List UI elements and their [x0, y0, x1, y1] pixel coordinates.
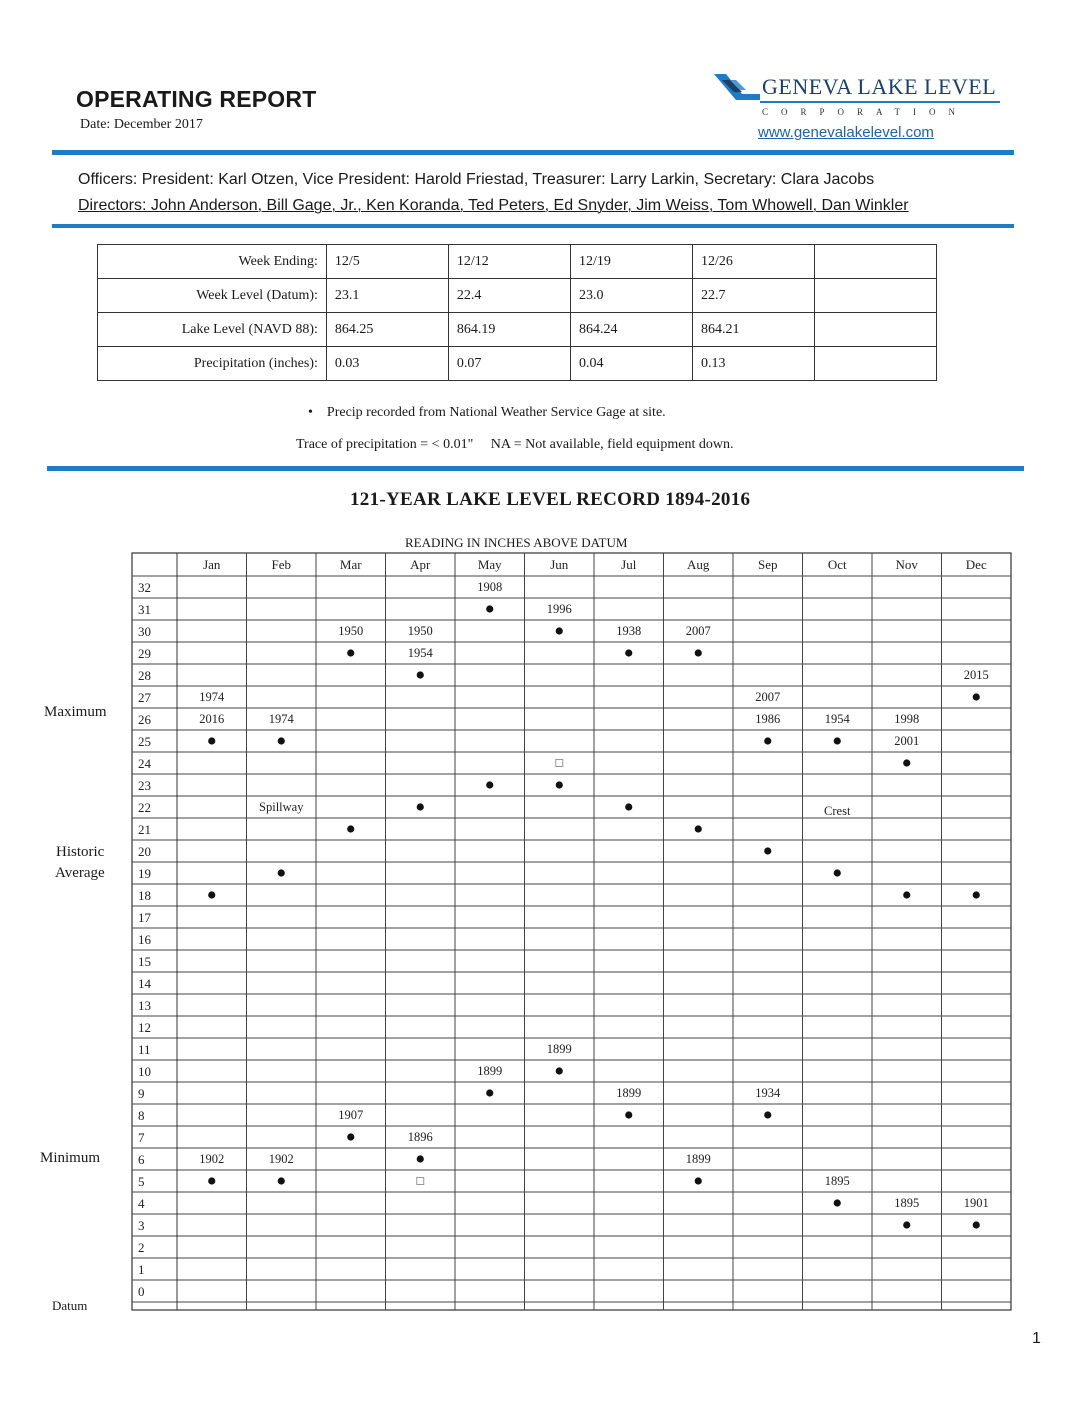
historic-average-point: [973, 891, 980, 898]
y-tick-label: 6: [138, 1152, 145, 1167]
minimum-point: [973, 1221, 980, 1228]
cell-value: 0.03: [326, 347, 448, 381]
y-tick-label: 19: [138, 866, 151, 881]
year-label: 1998: [894, 712, 920, 726]
minimum-point: [486, 1089, 493, 1096]
historic-average-point: [208, 891, 215, 898]
cell-value: 12/5: [326, 245, 448, 279]
historic-average-point: [695, 825, 702, 832]
minimum-point: [764, 1111, 771, 1118]
year-label: 1974: [268, 712, 294, 726]
row-label: Week Level (Datum):: [98, 279, 327, 313]
y-tick-label: 24: [138, 756, 151, 771]
cell-value: 0.07: [448, 347, 570, 381]
cell-value: 23.0: [570, 279, 692, 313]
cell-value: 23.1: [326, 279, 448, 313]
y-tick-label: 26: [138, 712, 151, 727]
cell-value: 864.24: [570, 313, 692, 347]
officers-line: Officers: President: Karl Otzen, Vice President: Harold Friestad, Treasurer: Larry Larkin, Secretary: Clara Jacobs: [78, 171, 875, 188]
report-date: Date: December 2017: [80, 117, 203, 132]
y-tick-label: 7: [138, 1130, 145, 1145]
historic-average-point: [625, 803, 632, 810]
year-label: 2001: [894, 734, 920, 748]
open-marker: [417, 1178, 424, 1185]
cell-value: 864.21: [692, 313, 814, 347]
y-tick-label: 20: [138, 844, 151, 859]
y-tick-label: 21: [138, 822, 151, 837]
y-tick-label: 30: [138, 624, 151, 639]
chart-frame: [132, 553, 1011, 1310]
record-title: 121-YEAR LAKE LEVEL RECORD 1894-2016: [350, 489, 751, 510]
month-header: Mar: [339, 557, 362, 572]
y-tick-label: 2: [138, 1240, 145, 1255]
maximum-point: [486, 605, 493, 612]
year-label: 1954: [407, 646, 433, 660]
spillway-label: Spillway: [259, 800, 304, 814]
year-label: 1986: [755, 712, 781, 726]
month-header: Jul: [621, 557, 637, 572]
month-header: Sep: [758, 557, 778, 572]
maximum-point: [903, 759, 910, 766]
y-tick-label: 23: [138, 778, 151, 793]
year-label: 1899: [546, 1042, 572, 1056]
page-title: OPERATING REPORT: [76, 86, 317, 112]
year-label: 2015: [963, 668, 989, 682]
year-label: 1907: [338, 1108, 364, 1122]
year-label: 1901: [963, 1196, 989, 1210]
maximum-point: [278, 737, 285, 744]
minimum-point: [834, 1199, 841, 1206]
year-label: 1895: [894, 1196, 920, 1210]
historic-average-point: [834, 869, 841, 876]
crest-label: Crest: [824, 804, 851, 818]
minimum-point: [695, 1177, 702, 1184]
cell-value: 864.19: [448, 313, 570, 347]
record-subtitle: READING IN INCHES ABOVE DATUM: [405, 535, 628, 550]
year-label: 1896: [407, 1130, 433, 1144]
maximum-point: [208, 737, 215, 744]
month-header: May: [477, 557, 502, 572]
historic-average-point: [764, 847, 771, 854]
year-label: 1899: [616, 1086, 642, 1100]
minimum-point: [417, 1155, 424, 1162]
month-header: Dec: [965, 557, 987, 572]
row-label: Week Ending:: [98, 245, 327, 279]
year-label: 1938: [616, 624, 642, 638]
maximum-point: [695, 649, 702, 656]
y-tick-label: 12: [138, 1020, 151, 1035]
cell-value: 12/12: [448, 245, 570, 279]
month-header: Feb: [271, 557, 291, 572]
year-label: 1934: [755, 1086, 781, 1100]
y-tick-label: 14: [138, 976, 151, 991]
company-name: GENEVA LAKE LEVEL: [762, 74, 997, 99]
minimum-point: [903, 1221, 910, 1228]
y-tick-label: 32: [138, 580, 151, 595]
y-tick-label: 8: [138, 1108, 145, 1123]
historic-average-point: [417, 803, 424, 810]
month-header: Jun: [550, 557, 569, 572]
historic-average-point: [556, 781, 563, 788]
y-tick-label: 17: [138, 910, 151, 925]
maximum-point: [764, 737, 771, 744]
year-label: 1902: [199, 1152, 225, 1166]
month-header: Apr: [410, 557, 431, 572]
bullet: •: [308, 405, 313, 420]
historic-label: Historic: [56, 844, 105, 860]
maximum-point: [973, 693, 980, 700]
maximum-point: [556, 627, 563, 634]
y-tick-label: 18: [138, 888, 151, 903]
cell-value: 0.13: [692, 347, 814, 381]
minimum-label: Minimum: [40, 1150, 101, 1166]
cell-value: 22.4: [448, 279, 570, 313]
minimum-point: [347, 1133, 354, 1140]
month-header: Aug: [687, 557, 710, 572]
y-tick-label: 31: [138, 602, 151, 617]
y-tick-label: 1: [138, 1262, 145, 1277]
month-header: Jan: [203, 557, 221, 572]
maximum-point: [417, 671, 424, 678]
year-label: 1895: [824, 1174, 850, 1188]
month-header: Nov: [895, 557, 918, 572]
minimum-point: [278, 1177, 285, 1184]
page-number: 1: [1032, 1330, 1041, 1347]
year-label: 1950: [407, 624, 433, 638]
year-label: 2007: [685, 624, 711, 638]
y-tick-label: 29: [138, 646, 151, 661]
y-tick-label: 5: [138, 1174, 145, 1189]
company-url-link[interactable]: www.genevalakelevel.com: [758, 124, 934, 141]
cell-value: 22.7: [692, 279, 814, 313]
year-label: 1899: [477, 1064, 503, 1078]
year-label: 1902: [268, 1152, 294, 1166]
company-sub: CORPORATION: [762, 107, 969, 117]
precip-note-text: Precip recorded from National Weather Service Gage at site.: [326, 405, 666, 420]
open-marker: [556, 760, 563, 767]
maximum-point: [625, 649, 632, 656]
cell-value: 12/19: [570, 245, 692, 279]
directors-line: Directors: John Anderson, Bill Gage, Jr., Ken Koranda, Ted Peters, Ed Snyder, Jim Weiss, Tom Whowell, Dan Winkler: [78, 197, 909, 214]
minimum-point: [625, 1111, 632, 1118]
year-label: 1899: [685, 1152, 711, 1166]
datum-label: Datum: [52, 1298, 88, 1313]
minimum-point: [208, 1177, 215, 1184]
y-tick-label: 11: [138, 1042, 151, 1057]
minimum-point: [556, 1067, 563, 1074]
maximum-label: Maximum: [44, 704, 107, 720]
maximum-point: [347, 649, 354, 656]
month-header: Oct: [827, 557, 847, 572]
row-label: Precipitation (inches):: [98, 347, 327, 381]
year-label: 1996: [546, 602, 572, 616]
year-label: 1974: [199, 690, 225, 704]
y-tick-label: 16: [138, 932, 151, 947]
average-label: Average: [55, 865, 105, 881]
year-label: 1908: [477, 580, 503, 594]
row-label: Lake Level (NAVD 88):: [98, 313, 327, 347]
y-tick-label: 0: [138, 1284, 145, 1299]
historic-average-point: [903, 891, 910, 898]
y-tick-label: 9: [138, 1086, 145, 1101]
y-tick-label: 22: [138, 800, 151, 815]
y-tick-label: 10: [138, 1064, 151, 1079]
y-tick-label: 4: [138, 1196, 145, 1211]
year-label: 1950: [338, 624, 364, 638]
cell-value: 0.04: [570, 347, 692, 381]
y-tick-label: 15: [138, 954, 151, 969]
year-label: 1954: [824, 712, 850, 726]
historic-average-point: [278, 869, 285, 876]
historic-average-point: [347, 825, 354, 832]
cell-value: 864.25: [326, 313, 448, 347]
trace-note: Trace of precipitation = < 0.01" NA = Not available, field equipment down.: [296, 437, 734, 452]
y-tick-label: 27: [138, 690, 151, 705]
year-label: 2007: [755, 690, 781, 704]
y-tick-label: 28: [138, 668, 151, 683]
maximum-point: [834, 737, 841, 744]
historic-average-point: [486, 781, 493, 788]
cell-value: 12/26: [692, 245, 814, 279]
y-tick-label: 3: [138, 1218, 145, 1233]
y-tick-label: 13: [138, 998, 151, 1013]
y-tick-label: 25: [138, 734, 151, 749]
year-label: 2016: [199, 712, 225, 726]
